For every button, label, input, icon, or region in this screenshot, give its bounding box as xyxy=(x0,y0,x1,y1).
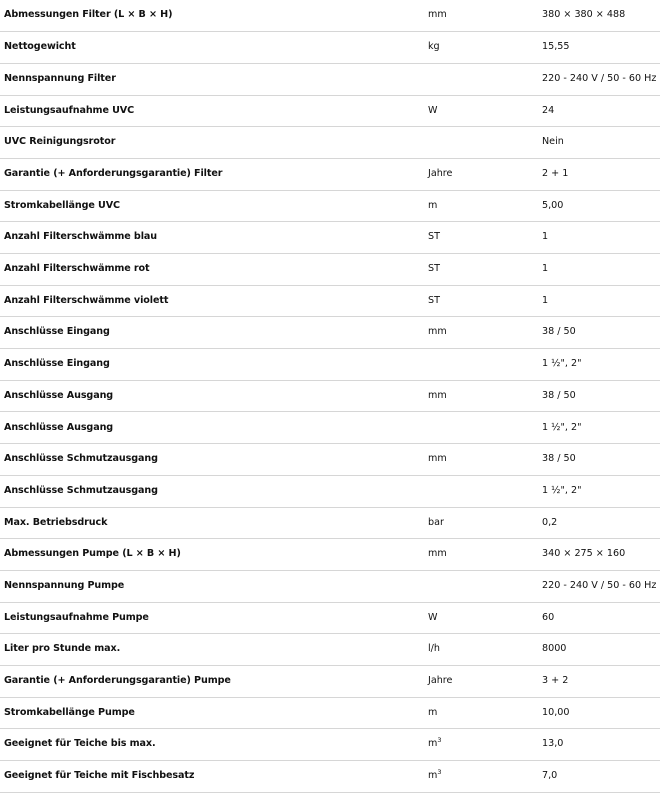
spec-unit xyxy=(424,602,538,634)
spec-row xyxy=(0,665,660,697)
spec-unit-text: ST xyxy=(428,294,440,306)
spec-row xyxy=(0,127,660,159)
spec-value: 1 xyxy=(538,222,660,254)
spec-row xyxy=(0,32,660,64)
spec-row xyxy=(0,570,660,602)
spec-unit xyxy=(424,158,538,190)
spec-row xyxy=(0,95,660,127)
spec-row xyxy=(0,761,660,793)
spec-unit xyxy=(424,444,538,476)
spec-row xyxy=(0,634,660,666)
spec-label: Geeignet für Teiche mit Fischbesatz xyxy=(0,761,424,793)
spec-value: 38 / 50 xyxy=(538,444,660,476)
spec-unit xyxy=(424,285,538,317)
spec-unit-text: m xyxy=(428,738,438,750)
spec-unit xyxy=(424,95,538,127)
spec-value: 2 + 1 xyxy=(538,158,660,190)
spec-unit-text: Jahre xyxy=(428,168,453,179)
spec-label: Leistungsaufnahme UVC xyxy=(0,95,424,127)
spec-unit xyxy=(424,507,538,539)
spec-unit xyxy=(424,539,538,571)
spec-unit xyxy=(424,349,538,381)
spec-label: Garantie (+ Anforderungsgarantie) Filter xyxy=(0,158,424,190)
spec-unit xyxy=(424,190,538,222)
spec-label: UVC Reinigungsrotor xyxy=(0,127,424,159)
spec-value: 1 xyxy=(538,285,660,317)
spec-unit xyxy=(424,570,538,602)
spec-unit xyxy=(424,127,538,159)
spec-label: Leistungsaufnahme Pumpe xyxy=(0,602,424,634)
spec-label: Stromkabellänge Pumpe xyxy=(0,697,424,729)
spec-unit xyxy=(424,222,538,254)
spec-row xyxy=(0,697,660,729)
spec-value: 220 - 240 V / 50 - 60 Hz xyxy=(538,63,660,95)
spec-label: Abmessungen Filter (L × B × H) xyxy=(0,0,424,32)
spec-row xyxy=(0,285,660,317)
spec-value: 3 + 2 xyxy=(538,665,660,697)
spec-unit xyxy=(424,254,538,286)
spec-value: 24 xyxy=(538,95,660,127)
spec-value: 13,0 xyxy=(538,729,660,761)
spec-unit-text: mm xyxy=(428,326,447,338)
spec-label: Abmessungen Pumpe (L × B × H) xyxy=(0,539,424,571)
spec-unit xyxy=(424,475,538,507)
spec-value: 0,2 xyxy=(538,507,660,539)
spec-value: 220 - 240 V / 50 - 60 Hz xyxy=(538,570,660,602)
spec-unit-text: ST xyxy=(428,231,440,243)
spec-label: Liter pro Stunde max. xyxy=(0,634,424,666)
spec-value: 5,00 xyxy=(538,190,660,222)
spec-unit-text: mm xyxy=(428,389,447,401)
spec-row xyxy=(0,602,660,634)
spec-row xyxy=(0,444,660,476)
spec-label: Max. Betriebsdruck xyxy=(0,507,424,539)
spec-value: 1 ½", 2" xyxy=(538,349,660,381)
spec-label: Nettogewicht xyxy=(0,32,424,64)
spec-row xyxy=(0,222,660,254)
spec-label: Anzahl Filterschwämme rot xyxy=(0,254,424,286)
spec-label: Stromkabellänge UVC xyxy=(0,190,424,222)
spec-label: Anzahl Filterschwämme violett xyxy=(0,285,424,317)
spec-unit-text: kg xyxy=(428,41,440,53)
spec-value: Nein xyxy=(538,127,660,159)
spec-unit xyxy=(424,634,538,666)
spec-label: Anzahl Filterschwämme blau xyxy=(0,222,424,254)
spec-row xyxy=(0,412,660,444)
spec-unit-exponent: 3 xyxy=(437,736,442,745)
spec-row xyxy=(0,254,660,286)
spec-unit xyxy=(424,761,538,793)
spec-row xyxy=(0,63,660,95)
spec-row xyxy=(0,507,660,539)
spec-row xyxy=(0,0,660,32)
spec-unit-text: bar xyxy=(428,516,444,528)
spec-row xyxy=(0,539,660,571)
spec-value: 1 ½", 2" xyxy=(538,475,660,507)
spec-label: Nennspannung Pumpe xyxy=(0,570,424,602)
spec-label: Anschlüsse Schmutzausgang xyxy=(0,444,424,476)
spec-unit-text: mm xyxy=(428,9,447,21)
spec-row xyxy=(0,475,660,507)
spec-label: Nennspannung Filter xyxy=(0,63,424,95)
spec-unit xyxy=(424,697,538,729)
spec-row xyxy=(0,317,660,349)
spec-unit-text: m xyxy=(428,199,438,211)
spec-value: 38 / 50 xyxy=(538,317,660,349)
spec-value: 1 ½", 2" xyxy=(538,412,660,444)
spec-label: Anschlüsse Eingang xyxy=(0,317,424,349)
spec-unit-text: ST xyxy=(428,263,440,275)
spec-label: Geeignet für Teiche bis max. xyxy=(0,729,424,761)
spec-unit-exponent: 3 xyxy=(437,767,442,776)
spec-value: 340 × 275 × 160 xyxy=(538,539,660,571)
spec-row xyxy=(0,349,660,381)
spec-label: Anschlüsse Eingang xyxy=(0,349,424,381)
spec-unit xyxy=(424,729,538,761)
spec-value: 60 xyxy=(538,602,660,634)
spec-value: 7,0 xyxy=(538,761,660,793)
spec-unit xyxy=(424,412,538,444)
spec-value: 1 xyxy=(538,254,660,286)
spec-unit-text: W xyxy=(428,104,438,116)
spec-unit-text: Jahre xyxy=(428,675,453,686)
spec-value: 15,55 xyxy=(538,32,660,64)
spec-value: 380 × 380 × 488 xyxy=(538,0,660,32)
spec-value: 38 / 50 xyxy=(538,380,660,412)
spec-label: Anschlüsse Schmutzausgang xyxy=(0,475,424,507)
spec-row xyxy=(0,158,660,190)
spec-row xyxy=(0,380,660,412)
spec-row xyxy=(0,190,660,222)
spec-unit-text: m xyxy=(428,706,438,718)
spec-unit-text: mm xyxy=(428,453,447,465)
spec-unit xyxy=(424,380,538,412)
spec-unit xyxy=(424,32,538,64)
spec-value: 10,00 xyxy=(538,697,660,729)
spec-label: Anschlüsse Ausgang xyxy=(0,380,424,412)
spec-unit xyxy=(424,317,538,349)
spec-value: 8000 xyxy=(538,634,660,666)
spec-unit xyxy=(424,0,538,32)
spec-unit-text: l/h xyxy=(428,643,440,655)
spec-unit-text: m xyxy=(428,770,438,782)
spec-unit-text: W xyxy=(428,611,438,623)
spec-unit-text: mm xyxy=(428,548,447,560)
spec-unit xyxy=(424,63,538,95)
spec-row xyxy=(0,729,660,761)
spec-label: Anschlüsse Ausgang xyxy=(0,412,424,444)
spec-unit xyxy=(424,665,538,697)
spec-label: Garantie (+ Anforderungsgarantie) Pumpe xyxy=(0,665,424,697)
